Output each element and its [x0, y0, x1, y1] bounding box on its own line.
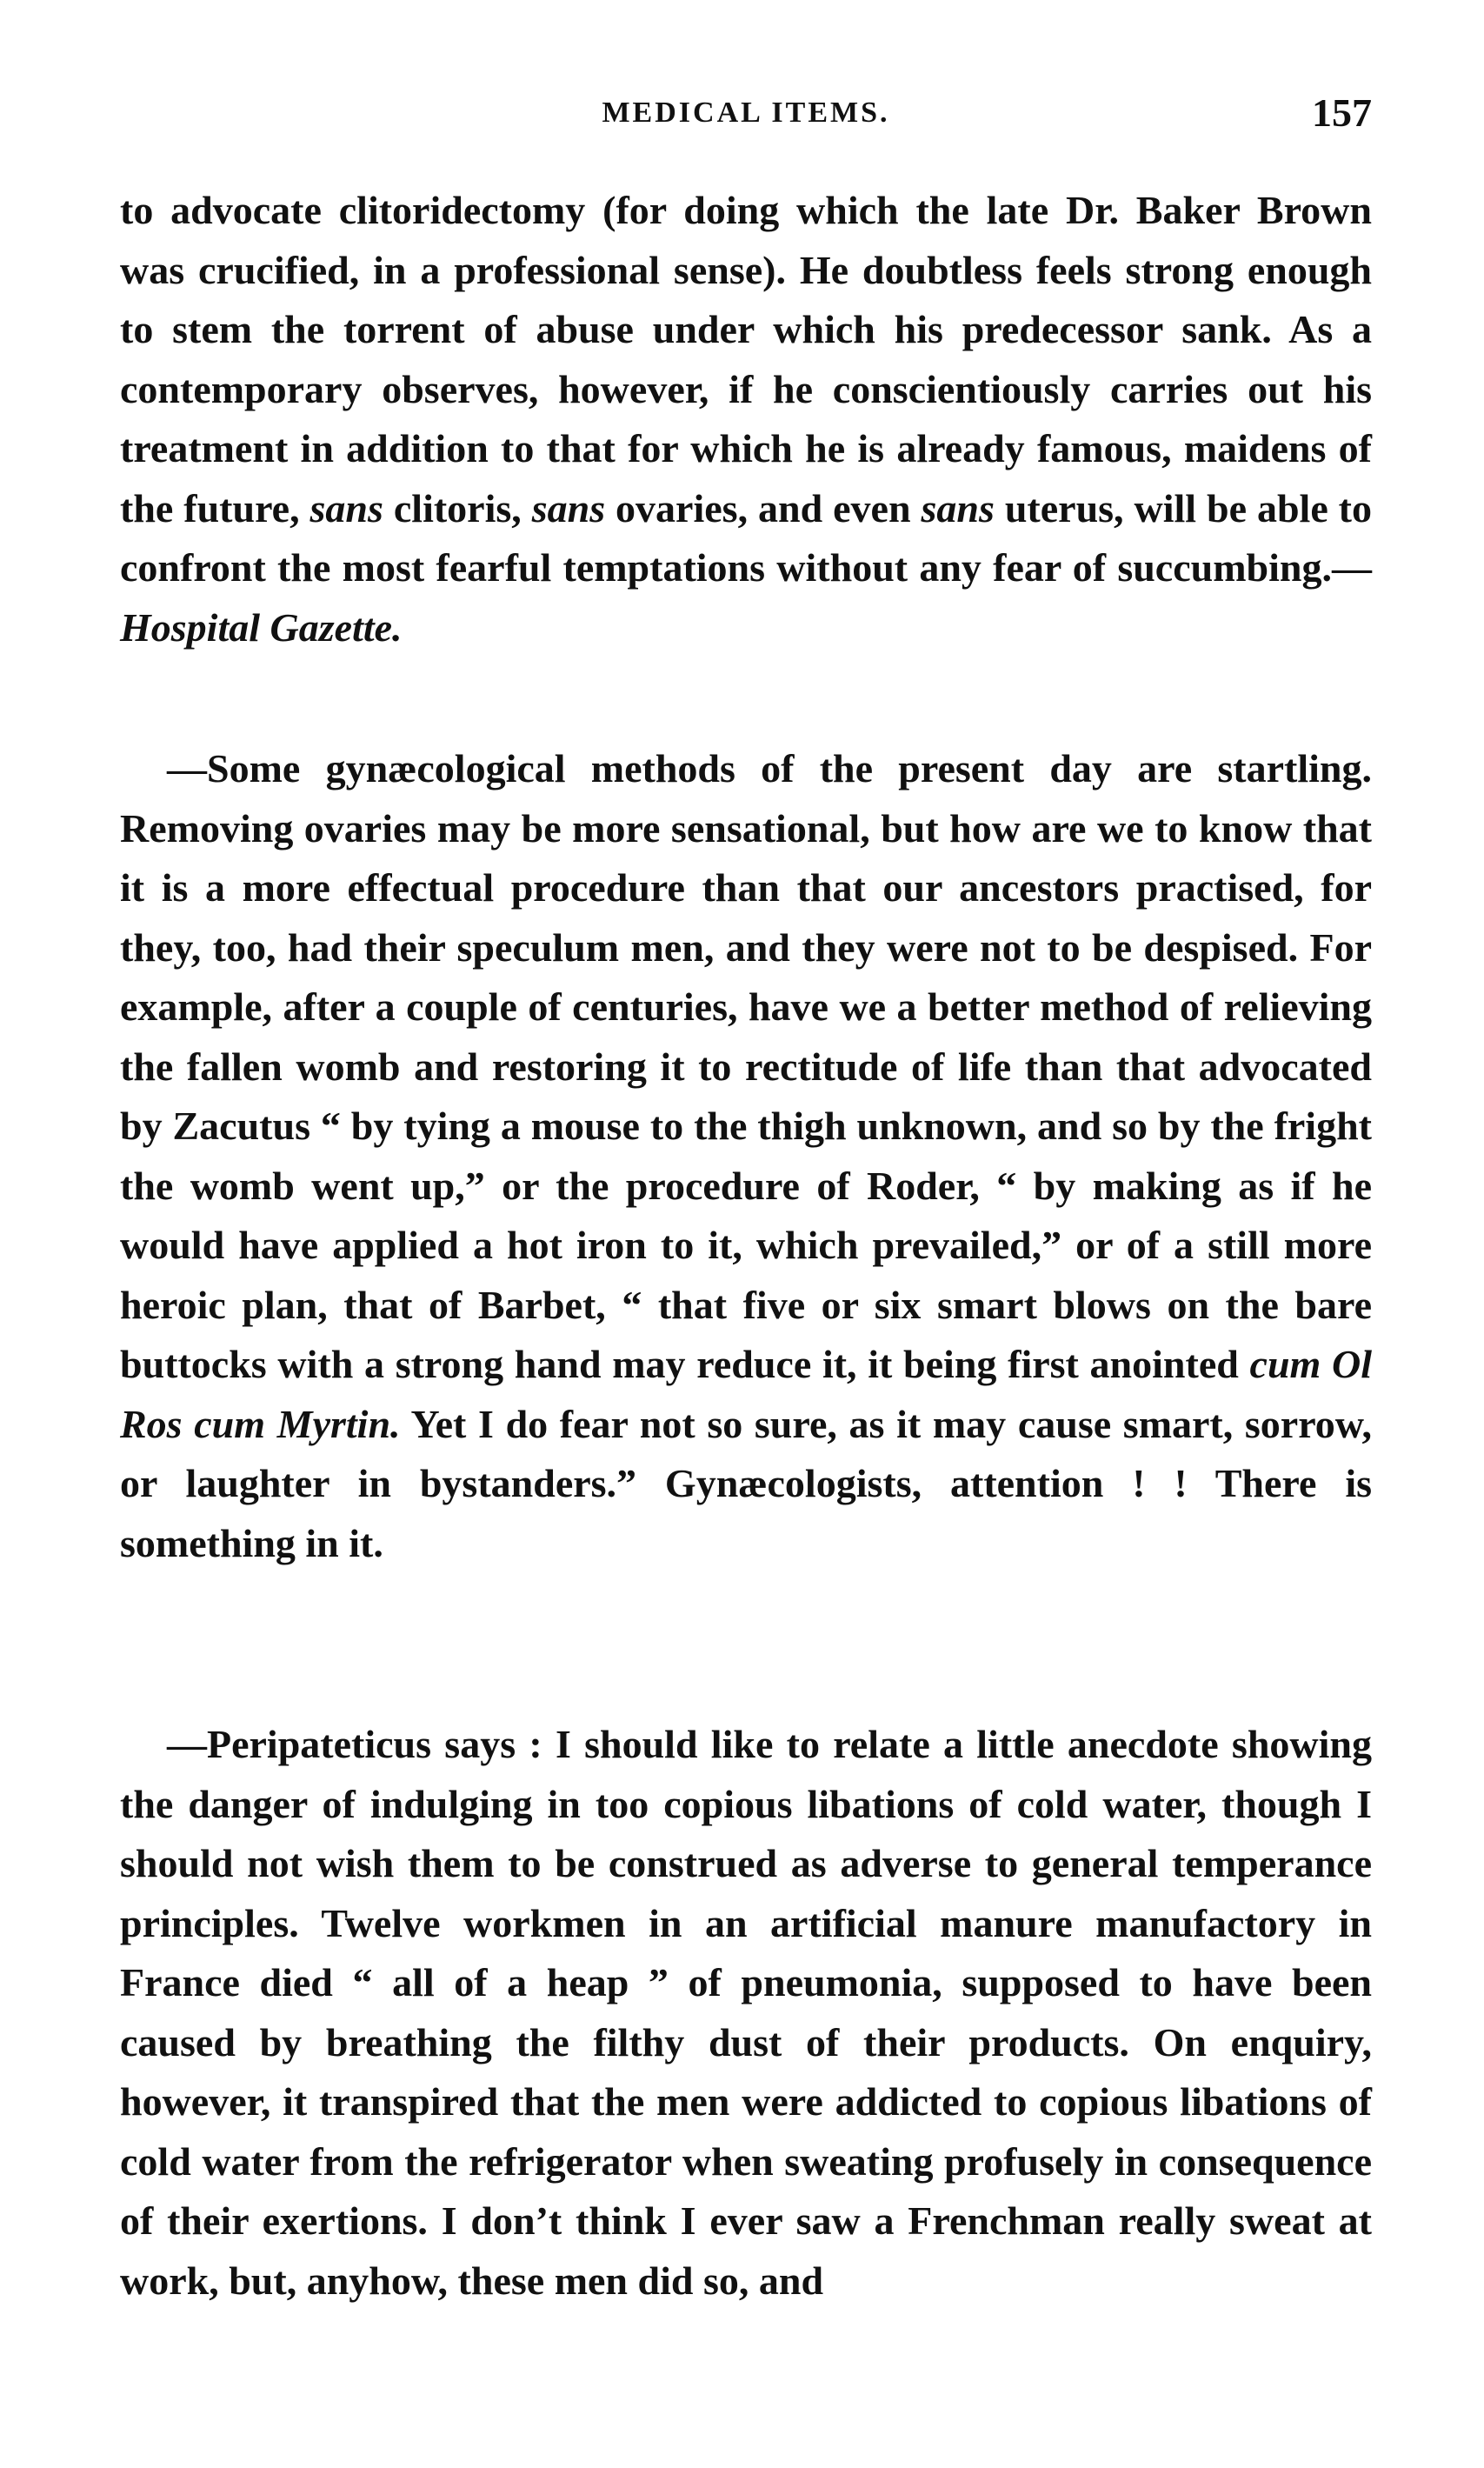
text-run: uterus, will be able to confront the most fearful temptations without any fear of succumbing.— [120, 485, 1372, 590]
text-run: ovaries, and even [605, 485, 922, 530]
paragraph-continued [120, 181, 1372, 657]
paragraph-text [120, 739, 1372, 1573]
running-head [120, 87, 1372, 139]
text-run: clitoris, [383, 485, 532, 530]
page-number: 157 [1312, 90, 1372, 135]
paragraph-text [120, 181, 1372, 657]
running-title: MEDICAL ITEMS. [602, 97, 890, 129]
paragraph-text: —Peripateticus says : I should like to relate a little anecdote showing the danger of indulging in too copious libations of cold water, though I should not wish them to be construed as adverse to general temperance principles. Twelve workmen in an artificial manure manufactory in France died “ all of a heap ” of pneumonia, supposed to have been caused by breathing the filthy dust of their products. On enquiry, however, it transpired that the men were addicted to copious libations of cold water from the refrigerator when sweating profusely in consequence of their exertions. I don’t think I ever saw a Frenchman really sweat at work, but, anyhow, these men did so, and [120, 1722, 1372, 2303]
italic-latin-phrase: cum Ol Ros cum Myrtin. [120, 1342, 1373, 1446]
paragraph-peripateticus [120, 1715, 1372, 2311]
source-citation: Hospital Gazette. [120, 604, 403, 650]
text-run: Yet I do fear not so sure, as it may cause smart, sorrow, or laughter in bystanders.” Gynæcologists, attention ! ! There is something in it. [120, 1401, 1372, 1565]
italic-term: sans [921, 485, 995, 530]
text-run: —Some gynæcological methods of the present day are startling. Removing ovaries may be more sensational, but how are we to know that it is a more effectual procedure than that our ancestors practised, for they, too, had their speculum men, and they were not to be despised. For example, after a couple of centuries, have we a better method of relieving the fallen womb and restoring it to rectitude of life than that advocated by Zacutus “ by tying a mouse to the thigh unknown, and so by the fright the womb went up,” or the procedure of Roder, “ by making as if he would have applied a hot iron to it, which prevailed,” or of a still more heroic plan, that of Barbet, “ that five or six smart blows on the bare buttocks with a strong hand may reduce it, it being first anointed [120, 746, 1372, 1386]
italic-term: sans [531, 485, 606, 530]
italic-term: sans [309, 485, 383, 530]
paragraph-gynaecological-methods [120, 739, 1372, 1573]
text-run: to advocate clitoridectomy (for doing which the late Dr. Baker Brown was crucified, in a professional sense). He doubtless feels strong enough to stem the torrent of abuse under which his predecessor sank. As a contemporary observes, however, if he conscientiously carries out his treatment in addition to that for which he is already famous, maidens of the future, [120, 188, 1372, 530]
